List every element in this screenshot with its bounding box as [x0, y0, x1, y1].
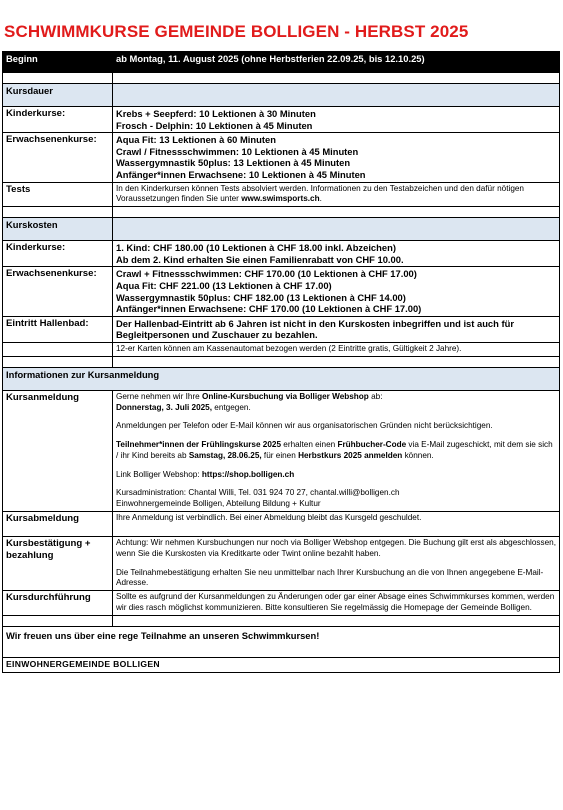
anm-date: Donnerstag, 3. Juli 2025,	[116, 402, 213, 412]
kursdurchfuehrung-text: Sollte es aufgrund der Kursanmeldungen zu Änderungen oder gar einer Absage eines Schwimmkurses kommen, werden wir dies rasch möglichst kommunizieren. Bitte konsultieren Sie regelmässig die Homepage der Gemeinde Bolligen.	[113, 591, 560, 616]
anm-admin: Einwohnergemeinde Bolligen, Abteilung Bildung + Kultur	[116, 499, 321, 509]
kursdauer-kinder-line: Krebs + Seepferd: 10 Lektionen à 30 Minuten	[116, 108, 316, 119]
kursdauer-erw-line: Aqua Fit: 13 Lektionen à 60 Minuten	[116, 134, 276, 146]
anm-no-phone: Anmeldungen per Telefon oder E-Mail können wir aus organisatorischen Gründen nicht berücksichtigen.	[116, 421, 493, 431]
tests-text: In den Kinderkursen können Tests absolviert werden. Informationen zu den Testabzeichen und den dafür nötigen Voraussetzungen finden Sie unter	[116, 183, 524, 204]
kursabmeldung-label: Kursabmeldung	[3, 512, 113, 537]
anm-text: erhalten einen	[281, 440, 338, 450]
kosten-kinder-line: Ab dem 2. Kind erhalten Sie einen Familienrabatt von CHF 10.00.	[116, 253, 404, 265]
anm-text-bold: Herbstkurs 2025 anmelden	[298, 450, 403, 460]
course-info-table	[2, 51, 560, 673]
kursdauer-kinder-row	[3, 107, 560, 133]
anm-admin: Kursadministration: Chantal Willi, Tel. 031 924 70 27, chantal.willi@bolligen.ch	[116, 488, 400, 498]
kosten-erw-line: Wassergymnastik 50plus: CHF 182.00 (13 Lektionen à CHF 14.00)	[116, 291, 406, 303]
kursabmeldung-row	[3, 512, 560, 537]
closing-text: Wir freuen uns über eine rege Teilnahme an unseren Schwimmkursen!	[3, 626, 560, 658]
kursabmeldung-text: Ihre Anmeldung ist verbindlich. Bei einer Abmeldung bleibt das Kursgeld geschuldet.	[113, 512, 560, 537]
anm-text: Gerne nehmen wir Ihre	[116, 391, 203, 401]
kosten-erw-row	[3, 267, 560, 316]
tests-end: .	[319, 194, 322, 204]
document-title: SCHWIMMKURSE GEMEINDE BOLLIGEN - HERBST 2025	[4, 22, 469, 41]
kursdurchfuehrung-label: Kursdurchführung	[3, 591, 113, 616]
beginn-value: ab Montag, 11. August 2025 (ohne Herbstferien 22.09.25, bis 12.10.25)	[113, 52, 560, 73]
kursdauer-kinder-label: Kinderkurse:	[3, 107, 113, 133]
closing-row	[3, 626, 560, 658]
kursdauer-erw-label: Erwachsenenkurse:	[3, 133, 113, 182]
swimsports-link[interactable]: www.swimsports.ch	[241, 194, 320, 204]
tests-row	[3, 182, 560, 207]
kosten-erw-line: Crawl + Fitnessschwimmen: CHF 170.00 (10 Lektionen à CHF 17.00)	[116, 268, 417, 280]
kosten-kinder-label: Kinderkurse:	[3, 241, 113, 267]
kosten-kinder-row	[3, 241, 560, 267]
kursdauer-erw-row	[3, 133, 560, 182]
eintritt-text: Der Hallenbad-Eintritt ab 6 Jahren ist nicht in den Kurskosten inbegriffen und ist auch für Begleitpersonen und Zuschauer zu bezahlen.	[113, 316, 560, 342]
tests-label: Tests	[3, 182, 113, 207]
kursbestaetigung-row	[3, 537, 560, 591]
beginn-row	[3, 52, 560, 73]
best-text: Achtung: Wir nehmen Kursbuchungen nur noch via Bolliger Webshop entgegen. Die Buchung gilt erst als abgeschlossen, wenn Sie die Kurskosten via Kreditkarte oder Twint online bezahlt haben.	[116, 538, 556, 558]
section-kurskosten	[3, 218, 560, 241]
kursbestaetigung-label: Kursbestätigung + bezahlung	[3, 537, 113, 591]
kursdauer-erw-line: Anfänger*innen Erwachsene: 10 Lektionen à 45 Minuten	[116, 168, 366, 180]
anm-text-bold: Teilnehmer*innen der Frühlingskurse 2025	[116, 440, 282, 450]
kursdauer-erw-line: Wassergymnastik 50plus: 13 Lektionen à 45 Minuten	[116, 157, 351, 169]
kursanmeldung-row	[3, 390, 560, 511]
section-kursdauer	[3, 84, 560, 107]
karten-row	[3, 342, 560, 356]
anm-text-bold: Online-Kursbuchung via Bolliger Webshop	[202, 391, 369, 401]
best-text: Die Teilnahmebestätigung erhalten Sie neu unmittelbar nach Ihrer Kursbuchung an die von Ihnen angegebene E-Mail-Adresse.	[116, 567, 544, 588]
anm-text-bold: Samstag, 28.06.25,	[188, 450, 262, 460]
kosten-kinder-line: 1. Kind: CHF 180.00 (10 Lektionen à CHF 18.00 inkl. Abzeichen)	[116, 242, 396, 254]
beginn-label: Beginn	[3, 52, 113, 73]
section-kursdauer-title: Kursdauer	[3, 84, 113, 107]
anm-text-bold: Frühbucher-Code	[337, 440, 407, 450]
kursdauer-kinder-line: Frosch - Delphin: 10 Lektionen à 45 Minuten	[116, 119, 313, 131]
eintritt-label: Eintritt Hallenbad:	[3, 316, 113, 342]
karten-text: 12-er Karten können am Kassenautomat bezogen werden (2 Eintritte gratis, Gültigkeit 2 Jahre).	[113, 342, 560, 356]
anm-text: via E-Mail zugeschickt, mit dem sie sich / ihr Kind bereits ab	[116, 440, 553, 460]
eintritt-row	[3, 316, 560, 342]
kosten-erw-line: Aqua Fit: CHF 221.00 (13 Lektionen à CHF 17.00)	[116, 279, 332, 291]
kursdurchfuehrung-row	[3, 591, 560, 616]
section-info	[3, 367, 560, 390]
kosten-erw-label: Erwachsenenkurse:	[3, 267, 113, 316]
section-info-title: Informationen zur Kursanmeldung	[3, 367, 560, 390]
anm-text: können.	[402, 450, 434, 460]
anm-text: entgegen.	[212, 402, 251, 412]
kosten-erw-line: Anfänger*innen Erwachsene: CHF 170.00 (10 Lektionen à CHF 17.00)	[116, 303, 422, 315]
anm-text: ab:	[368, 391, 383, 401]
webshop-link[interactable]: https://shop.bolligen.ch	[201, 469, 295, 479]
kursanmeldung-label: Kursanmeldung	[3, 390, 113, 511]
footer-text: EINWOHNERGEMEINDE BOLLIGEN	[3, 658, 560, 673]
kursdauer-erw-line: Crawl / Fitnessschwimmen: 10 Lektionen à 45 Minuten	[116, 145, 359, 157]
anm-text: Link Bolliger Webshop:	[116, 469, 202, 479]
footer-row	[3, 658, 560, 673]
section-kurskosten-title: Kurskosten	[3, 218, 113, 241]
anm-text: für einen	[261, 450, 299, 460]
